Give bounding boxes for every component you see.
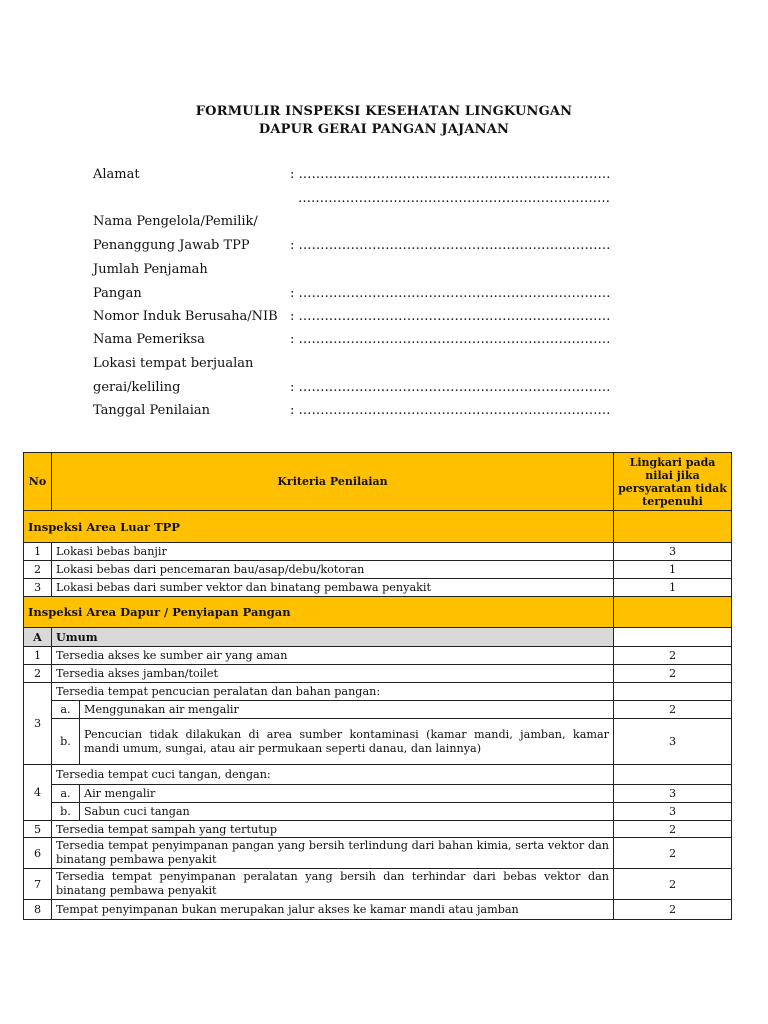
score-value[interactable]: 2 — [614, 821, 732, 838]
label-pengelola-1: Nama Pengelola/Pemilik/ — [93, 214, 258, 229]
label-nib: Nomor Induk Berusaha/NIB — [93, 309, 278, 324]
table-row: 1 Tersedia akses ke sumber air yang aman 2 — [24, 647, 732, 665]
table-row: 6 Tersedia tempat penyimpanan pangan yang bersih terlindung dari bahan kimia, serta vektor dan binatang pembawa penyakit 2 — [24, 838, 732, 869]
field-alamat[interactable]: : ……………………………………………………………… — [290, 167, 611, 182]
score-value[interactable]: 1 — [614, 579, 732, 597]
score-value[interactable]: 2 — [614, 869, 732, 900]
section-area-dapur: Inspeksi Area Dapur / Penyiapan Pangan — [24, 597, 614, 628]
field-tanggal[interactable]: : ……………………………………………………………… — [290, 403, 611, 418]
table-row: 4 Tersedia tempat cuci tangan, dengan: — [24, 765, 732, 785]
score-value[interactable]: 3 — [614, 543, 732, 561]
table-row: a. Air mengalir 3 — [24, 785, 732, 803]
field-pemeriksa[interactable]: : ……………………………………………………………… — [290, 332, 611, 347]
table-row: 1 Lokasi bebas banjir 3 — [24, 543, 732, 561]
table-row: 5 Tersedia tempat sampah yang tertutup 2 — [24, 821, 732, 838]
table-row: b. Pencucian tidak dilakukan di area sumber kontaminasi (kamar mandi, jamban, kamar mandi umum, sungai, atau air permukaan seperti danau, dan lainnya) 3 — [24, 719, 732, 765]
label-jumlah-2: Pangan — [93, 286, 142, 301]
field-jumlah[interactable]: : ……………………………………………………………… — [290, 286, 611, 301]
table-row: b. Sabun cuci tangan 3 — [24, 803, 732, 821]
header-kriteria: Kriteria Penilaian — [52, 453, 614, 511]
score-value[interactable]: 3 — [614, 803, 732, 821]
score-value[interactable]: 3 — [614, 785, 732, 803]
table-row: 3 Tersedia tempat pencucian peralatan dan bahan pangan: — [24, 683, 732, 701]
table-row: 2 Tersedia akses jamban/toilet 2 — [24, 665, 732, 683]
score-value[interactable]: 3 — [614, 719, 732, 765]
field-lokasi[interactable]: : ……………………………………………………………… — [290, 380, 611, 395]
header-nilai: Lingkari pada nilai jika persyaratan tidak terpenuhi — [614, 453, 732, 511]
criteria-table — [23, 452, 732, 920]
subsection-umum: Umum — [52, 628, 614, 647]
label-jumlah-1: Jumlah Penjamah — [93, 262, 208, 277]
field-nib[interactable]: : ……………………………………………………………… — [290, 309, 611, 324]
field-alamat-cont[interactable]: ……………………………………………………………… — [298, 191, 610, 206]
label-lokasi-1: Lokasi tempat berjualan — [93, 356, 254, 371]
table-row: 2 Lokasi bebas dari pencemaran bau/asap/debu/kotoran 1 — [24, 561, 732, 579]
table-row: a. Menggunakan air mengalir 2 — [24, 701, 732, 719]
header-no: No — [24, 453, 52, 511]
section-area-luar: Inspeksi Area Luar TPP — [24, 511, 614, 543]
label-lokasi-2: gerai/keliling — [93, 380, 181, 395]
form-title: FORMULIR INSPEKSI KESEHATAN LINGKUNGAN — [195, 104, 573, 119]
label-tanggal: Tanggal Penilaian — [93, 403, 211, 418]
label-pengelola-2: Penanggung Jawab TPP — [93, 238, 250, 253]
table-row: 3 Lokasi bebas dari sumber vektor dan binatang pembawa penyakit 1 — [24, 579, 732, 597]
form-subtitle: DAPUR GERAI PANGAN JAJANAN — [258, 122, 510, 137]
score-value[interactable]: 1 — [614, 561, 732, 579]
score-value[interactable]: 2 — [614, 665, 732, 683]
label-pemeriksa: Nama Pemeriksa — [93, 332, 205, 347]
score-value[interactable]: 2 — [614, 900, 732, 920]
score-value[interactable]: 2 — [614, 701, 732, 719]
table-row: 7 Tersedia tempat penyimpanan peralatan yang bersih dan terhindar dari bebas vektor dan binatang pembawa penyakit 2 — [24, 869, 732, 900]
score-value[interactable]: 2 — [614, 838, 732, 869]
subsection-letter: A — [24, 628, 52, 647]
table-row: 8 Tempat penyimpanan bukan merupakan jalur akses ke kamar mandi atau jamban 2 — [24, 900, 732, 920]
score-value[interactable]: 2 — [614, 647, 732, 665]
label-alamat: Alamat — [93, 167, 140, 182]
field-pengelola[interactable]: : ……………………………………………………………… — [290, 238, 611, 253]
